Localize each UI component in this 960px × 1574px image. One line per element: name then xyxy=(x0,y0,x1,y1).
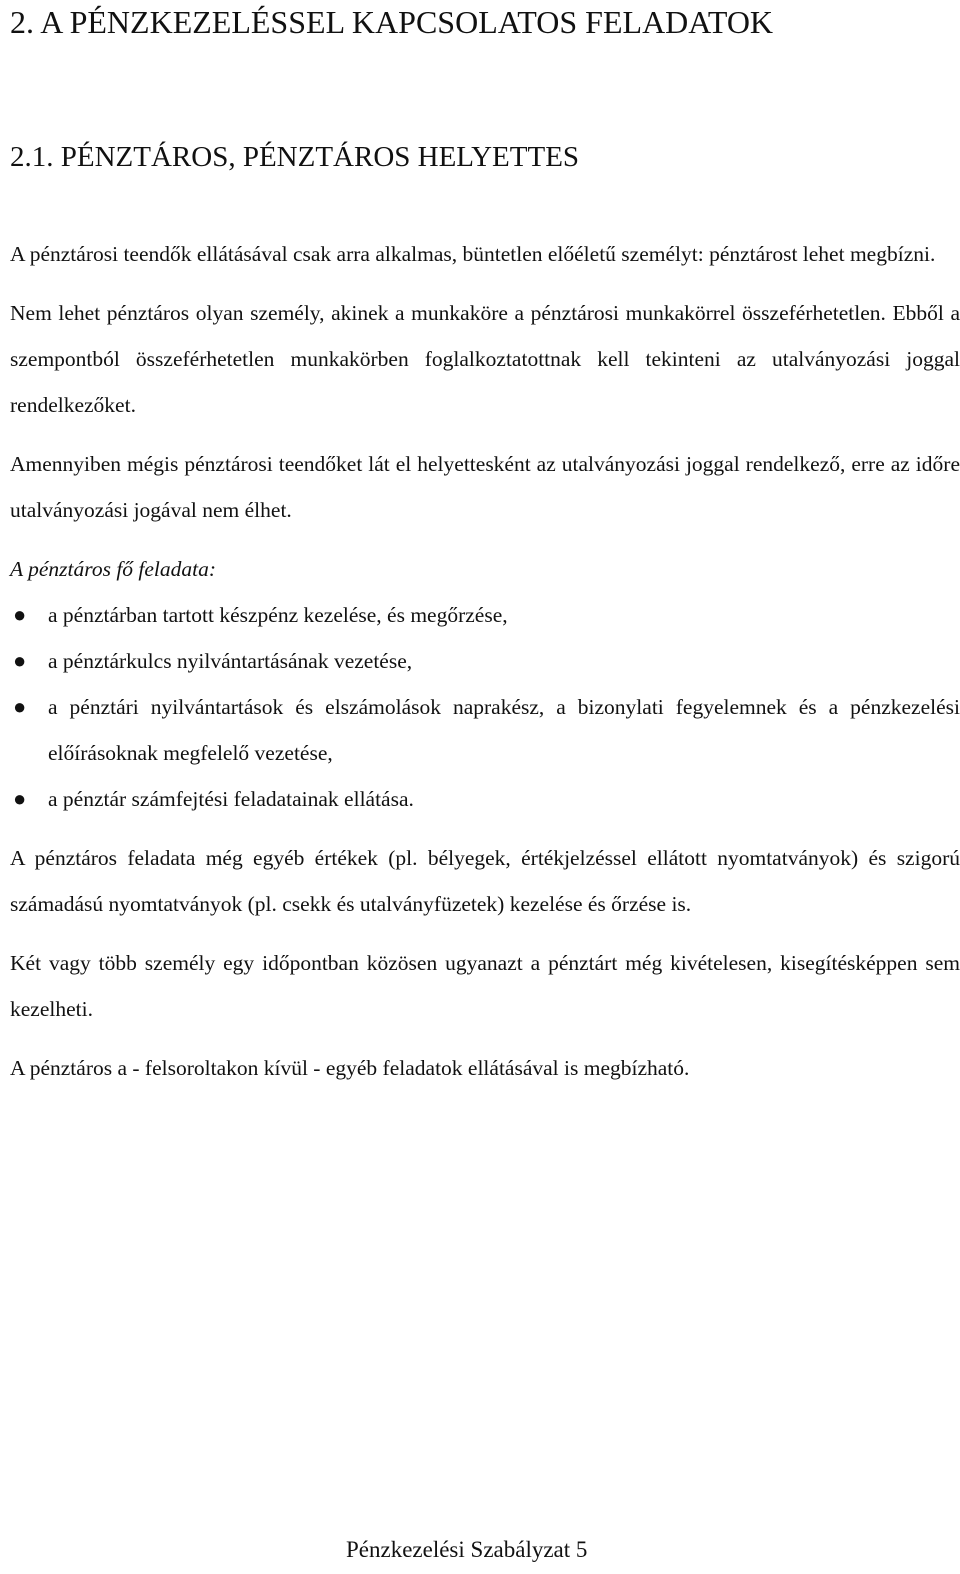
paragraph: Nem lehet pénztáros olyan személy, akinek a munkaköre a pénztárosi munkakörrel összeférhetetlen. Ebből a szempontból összeférhetetlen munkakörben foglalkoztatottnak kell tekinteni az utalványozási joggal rendelkezőket. xyxy=(10,301,960,417)
list-item xyxy=(10,592,960,638)
tasks-list xyxy=(10,592,960,822)
bullet-dot-icon: ● xyxy=(13,786,27,811)
paragraph: Két vagy több személy egy időpontban közösen ugyanazt a pénztárt még kivételesen, kisegítésképpen sem kezelheti. xyxy=(10,951,960,1021)
list-item-text: a pénztárkulcs nyilvántartásának vezetése, xyxy=(48,649,413,673)
list-item xyxy=(10,638,960,684)
paragraph: A pénztáros a - felsoroltakon kívül - egyéb feladatok ellátásával is megbízható. xyxy=(10,1056,690,1080)
list-item xyxy=(10,684,960,776)
list-item-text: a pénztárban tartott készpénz kezelése, és megőrzése, xyxy=(48,603,508,627)
chapter-heading: 2. A PÉNZKEZELÉSSEL KAPCSOLATOS FELADATOK xyxy=(10,4,774,40)
bullet-dot-icon: ● xyxy=(13,602,27,627)
bullet-dot-icon: ● xyxy=(13,648,27,673)
list-item-text: a pénztár számfejtési feladatainak ellátása. xyxy=(48,787,414,811)
list-item-text: a pénztári nyilvántartások és elszámolások naprakész, a bizonylati fegyelemnek és a pénzkezelési előírásoknak megfelelő vezetése, xyxy=(48,695,960,765)
bullet-dot-icon: ● xyxy=(13,694,27,719)
section-body xyxy=(10,231,960,1104)
page-footer: Pénzkezelési Szabályzat 5 xyxy=(346,1537,588,1562)
list-item xyxy=(10,776,960,822)
section-heading: 2.1. PÉNZTÁROS, PÉNZTÁROS HELYETTES xyxy=(10,141,580,173)
paragraph: A pénztárosi teendők ellátásával csak arra alkalmas, büntetlen előéletű személyt: pénztárost lehet megbízni. xyxy=(10,242,936,266)
tasks-heading: A pénztáros fő feladata: xyxy=(10,557,217,581)
paragraph: Amennyiben mégis pénztárosi teendőket lát el helyettesként az utalványozási joggal rendelkező, erre az időre utalványozási jogával nem élhet. xyxy=(10,452,960,522)
paragraph: A pénztáros feladata még egyéb értékek (pl. bélyegek, értékjelzéssel ellátott nyomtatványok) és szigorú számadású nyomtatványok (pl. csekk és utalványfüzetek) kezelése és őrzése is. xyxy=(10,846,960,916)
